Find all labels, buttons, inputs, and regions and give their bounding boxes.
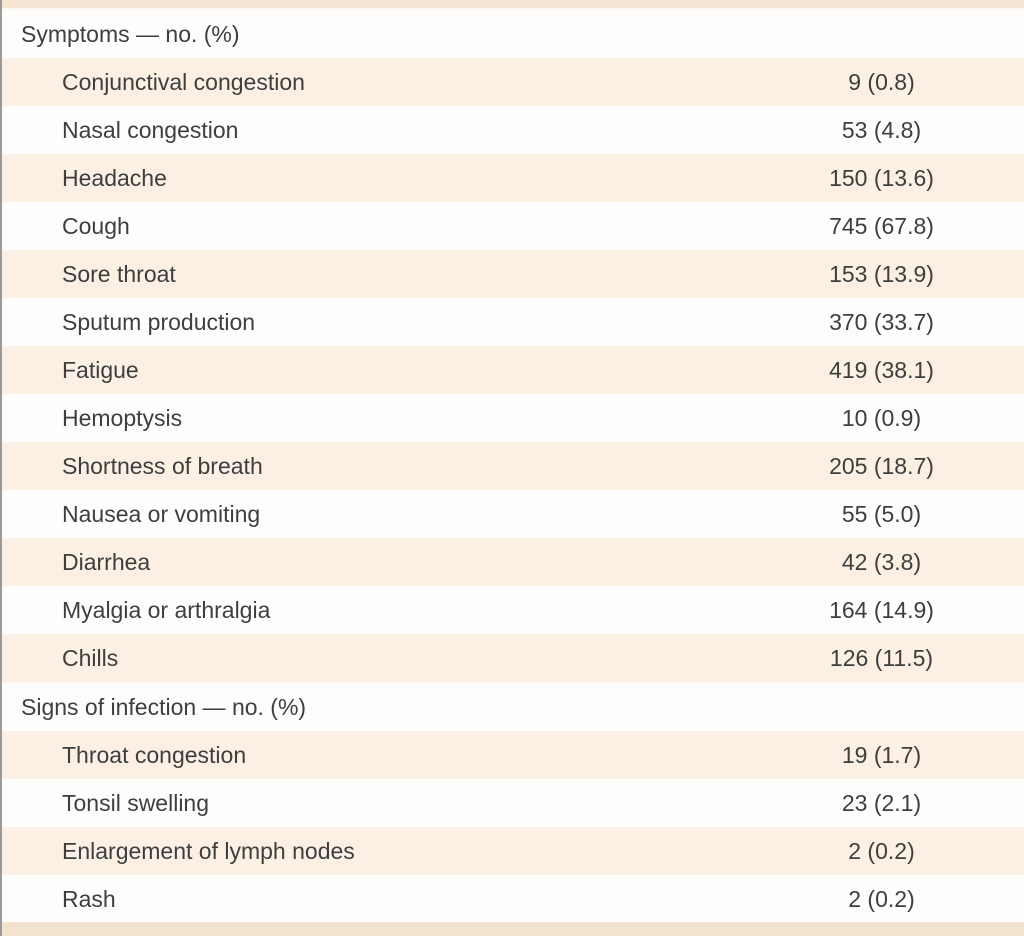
row-label: Shortness of breath bbox=[62, 453, 263, 479]
table-row bbox=[2, 538, 1024, 586]
table-row bbox=[2, 779, 1024, 827]
section-header: Signs of infection — no. (%) bbox=[21, 694, 307, 720]
row-value: 55 (5.0) bbox=[841, 501, 922, 527]
row-label: Conjunctival congestion bbox=[62, 69, 305, 95]
row-value: 2 (0.2) bbox=[848, 838, 915, 864]
row-label: Hemoptysis bbox=[62, 405, 183, 431]
table-row bbox=[2, 875, 1024, 922]
row-value: 745 (67.8) bbox=[829, 213, 934, 239]
row-label: Myalgia or arthralgia bbox=[62, 597, 271, 623]
row-label: Diarrhea bbox=[62, 549, 151, 575]
row-value: 419 (38.1) bbox=[829, 357, 934, 383]
row-value: 205 (18.7) bbox=[829, 453, 934, 479]
table-row bbox=[2, 346, 1024, 394]
row-label: Nausea or vomiting bbox=[62, 501, 261, 527]
section-header: Symptoms — no. (%) bbox=[21, 21, 240, 47]
table-row bbox=[2, 202, 1024, 250]
row-value: 42 (3.8) bbox=[841, 549, 922, 575]
row-label: Rash bbox=[62, 886, 116, 912]
row-value: 53 (4.8) bbox=[841, 117, 922, 143]
row-value: 19 (1.7) bbox=[841, 742, 922, 768]
table-row bbox=[2, 298, 1024, 346]
row-label: Enlargement of lymph nodes bbox=[62, 838, 355, 864]
table-row bbox=[2, 154, 1024, 202]
table-row bbox=[2, 394, 1024, 442]
row-label: Chills bbox=[62, 645, 119, 671]
row-value: 23 (2.1) bbox=[841, 790, 922, 816]
table-row bbox=[2, 634, 1024, 682]
section-header-row bbox=[2, 683, 1024, 731]
table-row bbox=[2, 490, 1024, 538]
row-label: Sputum production bbox=[62, 309, 256, 335]
table-row bbox=[2, 106, 1024, 154]
bottom-strip bbox=[0, 922, 1024, 936]
table-row bbox=[2, 442, 1024, 490]
row-label: Throat congestion bbox=[62, 742, 247, 768]
row-value: 153 (13.9) bbox=[829, 261, 934, 287]
row-label: Nasal congestion bbox=[62, 117, 239, 143]
top-strip bbox=[0, 0, 1024, 8]
row-value: 2 (0.2) bbox=[848, 886, 915, 912]
table-row bbox=[2, 586, 1024, 634]
row-value: 9 (0.8) bbox=[848, 69, 915, 95]
row-label: Tonsil swelling bbox=[62, 790, 210, 816]
row-value: 10 (0.9) bbox=[841, 405, 922, 431]
row-label: Fatigue bbox=[62, 357, 139, 383]
row-label: Headache bbox=[62, 165, 167, 191]
table-row bbox=[2, 58, 1024, 106]
table-left-border bbox=[0, 0, 2, 936]
row-value: 164 (14.9) bbox=[829, 597, 934, 623]
row-label: Sore throat bbox=[62, 261, 176, 287]
row-value: 150 (13.6) bbox=[829, 165, 934, 191]
table-row bbox=[2, 731, 1024, 779]
table-row bbox=[2, 250, 1024, 298]
row-value: 370 (33.7) bbox=[829, 309, 934, 335]
row-value: 126 (11.5) bbox=[829, 645, 934, 671]
section-header-row bbox=[2, 10, 1024, 58]
table-row bbox=[2, 827, 1024, 875]
row-label: Cough bbox=[62, 213, 130, 239]
